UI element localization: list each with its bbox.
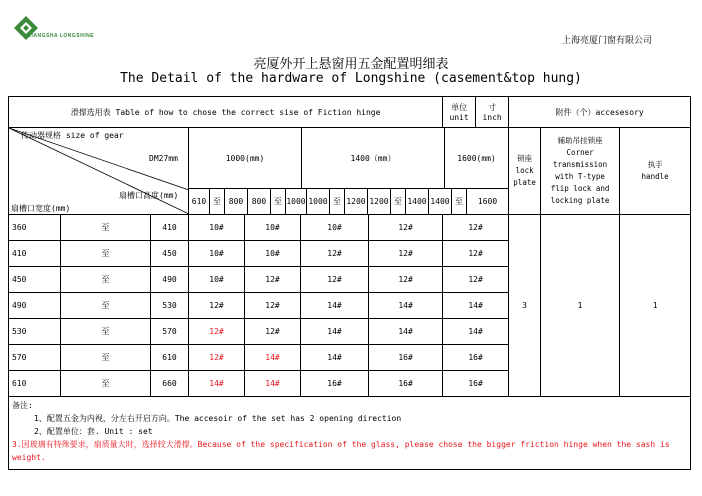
hinge-size-cell: 12# bbox=[245, 267, 301, 293]
corner-qty: 1 bbox=[541, 215, 620, 397]
range-cell: 1200 bbox=[368, 189, 391, 214]
longshine-logo-icon bbox=[12, 14, 76, 46]
range-cell: 至 bbox=[330, 189, 345, 214]
hinge-size-cell: 12# bbox=[443, 267, 509, 293]
note-2: 2、配置单位：套. Unit : set bbox=[34, 427, 153, 436]
hinge-size-cell: 12# bbox=[443, 241, 509, 267]
table-row bbox=[9, 215, 691, 241]
hinge-size-cell: 10# bbox=[301, 215, 369, 241]
hinge-size-cell: 10# bbox=[245, 241, 301, 267]
gear-size-diagonal-cell bbox=[9, 128, 189, 215]
hinge-size-cell: 14# bbox=[369, 319, 443, 345]
lock-plate-cn: 锁座 bbox=[517, 154, 533, 163]
hinge-size-cell: 16# bbox=[301, 371, 369, 397]
corner-en5: locking plate bbox=[550, 196, 610, 205]
hinge-size-cell: 14# bbox=[443, 293, 509, 319]
range-cell: 至 bbox=[271, 189, 286, 214]
range-cell: 至 bbox=[452, 189, 467, 214]
range-cell: 1400 bbox=[429, 189, 452, 214]
unit-inch-header bbox=[443, 97, 509, 128]
range-cell: 1000 bbox=[286, 189, 307, 214]
lock-plate-en1: lock bbox=[515, 166, 534, 175]
accessory-header: 附件（个）accesesory bbox=[509, 97, 691, 128]
range-cell: 1000 bbox=[307, 189, 330, 214]
range-cell: 610 bbox=[189, 189, 210, 214]
sash-height-label: 扇槽口高度(mm) bbox=[119, 191, 179, 200]
hinge-size-cell: 14# bbox=[245, 371, 301, 397]
inch-en: inch bbox=[482, 113, 502, 122]
note-3: 3.因玻璃有特殊要求，扇质量大时，选择较大滑撑。Because of the specification of the glass, please chose the bigger friction hinge when the sash is weight. bbox=[12, 440, 670, 462]
logo-text: LIANGSHA LONGSHINE bbox=[28, 33, 95, 39]
hinge-size-cell: 14# bbox=[301, 319, 369, 345]
corner-en4: flip lock and bbox=[550, 184, 610, 193]
hinge-size-cell: 16# bbox=[443, 345, 509, 371]
lock-plate-header bbox=[509, 128, 541, 215]
width-to-word: 至 bbox=[61, 345, 151, 371]
range-cell: 800 bbox=[248, 189, 271, 214]
dm-label: DM27mm bbox=[149, 154, 178, 163]
hinge-size-cell: 12# bbox=[301, 241, 369, 267]
notes-cell bbox=[9, 397, 691, 470]
hardware-table bbox=[8, 96, 691, 470]
width-from: 450 bbox=[9, 267, 61, 293]
width-to: 570 bbox=[151, 319, 189, 345]
col-1000: 1000(mm) bbox=[189, 128, 302, 188]
width-to-word: 至 bbox=[61, 371, 151, 397]
company-name: 上海亮厦门窗有限公司 bbox=[561, 36, 652, 46]
hinge-size-cell: 16# bbox=[443, 371, 509, 397]
note-1: 1、配置五金为内视，分左右开启方向。The accesoir of the set has 2 opening direction bbox=[34, 414, 402, 423]
page-title-en: The Detail of the hardware of Longshine (casement&top hung) bbox=[120, 71, 582, 86]
hinge-size-cell: 12# bbox=[443, 215, 509, 241]
width-from: 610 bbox=[9, 371, 61, 397]
width-to: 610 bbox=[151, 345, 189, 371]
hinge-size-cell: 12# bbox=[369, 267, 443, 293]
col-1400: 1400（mm） bbox=[302, 128, 445, 188]
range-cell: 1400 bbox=[406, 189, 429, 214]
hinge-size-cell: 14# bbox=[443, 319, 509, 345]
hinge-size-cell: 12# bbox=[189, 319, 245, 345]
lock-plate-en2: plate bbox=[513, 178, 536, 187]
width-to-word: 至 bbox=[61, 267, 151, 293]
hinge-size-cell: 10# bbox=[189, 215, 245, 241]
size-range-header bbox=[189, 128, 509, 215]
handle-header bbox=[620, 128, 691, 215]
hinge-size-cell: 14# bbox=[189, 371, 245, 397]
corner-en3: with T-type bbox=[555, 172, 605, 181]
handle-cn: 执手 bbox=[647, 160, 663, 169]
width-to: 450 bbox=[151, 241, 189, 267]
width-to: 530 bbox=[151, 293, 189, 319]
width-from: 360 bbox=[9, 215, 61, 241]
corner-cn: 辅助吊挂锁座 bbox=[557, 136, 603, 145]
width-from: 530 bbox=[9, 319, 61, 345]
width-to: 410 bbox=[151, 215, 189, 241]
hinge-size-cell: 12# bbox=[245, 293, 301, 319]
corner-header bbox=[541, 128, 620, 215]
hinge-size-cell: 16# bbox=[369, 345, 443, 371]
page-title-cn: 亮厦外开上悬窗用五金配置明细表 bbox=[253, 57, 449, 72]
range-cell: 至 bbox=[391, 189, 406, 214]
hinge-size-cell: 16# bbox=[369, 371, 443, 397]
hinge-size-cell: 14# bbox=[245, 345, 301, 371]
width-to-word: 至 bbox=[61, 241, 151, 267]
hinge-size-cell: 12# bbox=[245, 319, 301, 345]
range-cell: 800 bbox=[225, 189, 248, 214]
range-row bbox=[189, 189, 508, 214]
range-cell: 1200 bbox=[345, 189, 368, 214]
col-1600: 1600(mm) bbox=[457, 153, 496, 163]
hinge-size-cell: 12# bbox=[189, 293, 245, 319]
handle-qty: 1 bbox=[620, 215, 691, 397]
sash-width-label: 扇槽口宽度(mm) bbox=[11, 204, 71, 213]
corner-en1: Corner bbox=[566, 148, 594, 157]
width-to: 490 bbox=[151, 267, 189, 293]
hinge-size-cell: 10# bbox=[245, 215, 301, 241]
width-to-word: 至 bbox=[61, 215, 151, 241]
unit-cn: 单位 bbox=[451, 103, 468, 112]
range-cell: 1600 bbox=[477, 197, 498, 206]
hinge-size-cell: 14# bbox=[301, 293, 369, 319]
gear-size-label: 传动器规格 size of gear bbox=[21, 131, 124, 140]
hinge-size-cell: 10# bbox=[189, 241, 245, 267]
width-from: 410 bbox=[9, 241, 61, 267]
range-cell: 至 bbox=[210, 189, 225, 214]
friction-hinge-header: 滑撑选用表 Table of how to chose the correct sise of Fiction hinge bbox=[9, 97, 443, 128]
corner-en2: transmission bbox=[553, 160, 608, 169]
hinge-size-cell: 12# bbox=[369, 215, 443, 241]
width-to-word: 至 bbox=[61, 319, 151, 345]
hinge-size-cell: 14# bbox=[369, 293, 443, 319]
width-to-word: 至 bbox=[61, 293, 151, 319]
hinge-size-cell: 12# bbox=[301, 267, 369, 293]
hinge-size-cell: 14# bbox=[301, 345, 369, 371]
width-from: 570 bbox=[9, 345, 61, 371]
unit-en: unit bbox=[449, 113, 469, 122]
hinge-size-cell: 12# bbox=[189, 345, 245, 371]
notes-label: 备注: bbox=[12, 401, 33, 410]
hinge-size-cell: 12# bbox=[369, 241, 443, 267]
inch-cn: 寸 bbox=[488, 103, 497, 112]
width-to: 660 bbox=[151, 371, 189, 397]
lock-plate-qty: 3 bbox=[509, 215, 541, 397]
width-from: 490 bbox=[9, 293, 61, 319]
handle-en: handle bbox=[641, 172, 669, 181]
hinge-size-cell: 10# bbox=[189, 267, 245, 293]
